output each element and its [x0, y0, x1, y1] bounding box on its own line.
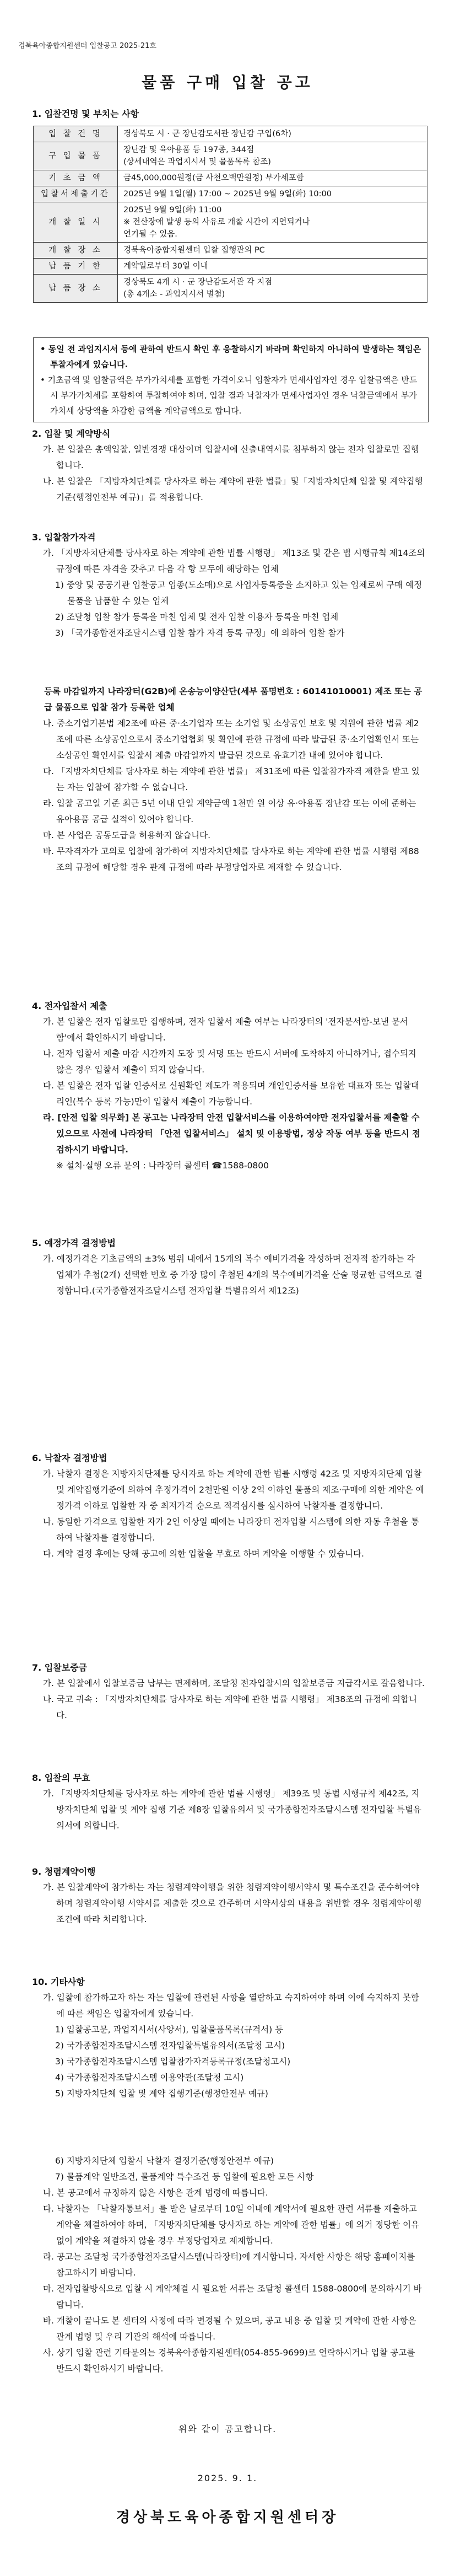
sub-item: 4) 국가종합전자조달시스템 이용약관(조달청 고시) [55, 2073, 244, 2083]
list-item: 다. 낙찰자는 「낙찰자통보서」를 받은 날로부터 10일 이내에 계약서에 필요한 관련 서류를 제출하고 계약을 체결하여야 하며, 「지방자치단체를 당사자로 하는 계약에 관한 법률」에 의거 정당한 이유 없이 계약을 체결하지 않을 경우 부정당업자로 제재합니다. [43, 2204, 420, 2246]
notice-item: • 동일 전 과업지시서 등에 관하여 반드시 확인 후 응찰하시기 바라며 확인하지 아니하여 발생하는 책임은 투찰자에게 있습니다. [40, 344, 421, 369]
list-item: 사. 상기 입찰 관련 기타문의는 경북육아종합지원센터(054-855-9699)로 연락하시거나 입찰 공고를 반드시 확인하시기 바랍니다. [43, 2348, 415, 2374]
row-label: 기 초 금 액 [34, 170, 118, 186]
list-item: 가. 본 입찰은 총액입찰, 일반경쟁 대상이며 입찰서에 산출내역서를 첨부하지 않는 전자 입찰로만 집행합니다. [43, 444, 419, 470]
table-row [34, 126, 427, 142]
section-title: 10. 기타사항 [32, 1977, 85, 1987]
list-item: 나. 본 공고에서 규정하지 않은 사항은 관계 법령에 따릅니다. [43, 2188, 268, 2198]
list-item: 가. 「지방자치단체를 당사자로 하는 계약에 관한 법률 시행령」 제39조 및 동법 시행규칙 제42조, 지방자치단체 입찰 및 계약 집행 기준 제8장 입찰유의서 및 국가종합전자조달시스템 전자입찰 특별유의서에 의합니다. [43, 1789, 421, 1831]
section-8 [32, 1770, 426, 1834]
table-row [34, 142, 427, 170]
sub-item: 2) 국가종합전자조달시스템 전자입찰특별유의서(조달청 고시) [55, 2041, 285, 2051]
table-row [34, 202, 427, 243]
bid-info-table [33, 126, 427, 303]
sub-item: 7) 물품계약 일반조건, 물품계약 특수조건 등 입찰에 필요한 모든 사항 [55, 2172, 314, 2182]
list-item: 나. 동일한 가격으로 입찰한 자가 2인 이상일 때에는 나라장터 전자입찰 시스템에 의한 자동 추첨을 통하여 낙찰자를 결정합니다. [43, 1517, 419, 1543]
list-item: 등록 마감일까지 나라장터(G2B)에 온송능이양산단(세부 품명번호 : 60141010001) 제조 또는 공급 물품으로 입찰 참가 등록한 업체 [44, 686, 422, 712]
list-item: 바. 개찰이 끝나도 본 센터의 사정에 따라 변경될 수 있으며, 공고 내용 중 입찰 및 계약에 관한 사항은 관계 법령 및 우리 기관의 해석에 따릅니다. [43, 2316, 416, 2342]
section-title: 4. 전자입찰서 제출 [32, 1001, 107, 1011]
section-title: 9. 청렴계약이행 [32, 1866, 96, 1877]
table-row [34, 243, 427, 259]
table-row [34, 170, 427, 186]
row-label: 구 입 물 품 [34, 142, 118, 170]
row-value: 경북육아종합지원센터 입찰 집행관의 PC [118, 243, 427, 259]
closing-statement: 위와 같이 공고합니다. [178, 2424, 277, 2434]
section-2 [32, 426, 426, 506]
list-item: 가. 낙찰자 결정은 지방자치단체를 당사자로 하는 계약에 관한 법률 시행령 42조 및 지방자치단체 입찰 및 계약집행기준에 의하여 추정가격이 2천만원 이상 2억 이하인 물품의 제조·구매에 의한 계약은 예정가격 이하로 입찰한 자 중 최저가격 순으로 적격심사를 실시하여 낙찰자를 결정합니다. [43, 1469, 424, 1511]
contact-line: ※ 설치·실행 오류 문의 : 나라장터 콜센터 ☎1588-0800 [56, 1161, 269, 1171]
row-label: 입찰서제출기간 [34, 186, 118, 202]
list-item: 라. 공고는 조달청 국가종합전자조달시스템(나라장터)에 게시합니다. 자세한 사항은 해당 홈페이지를 참고하시기 바랍니다. [43, 2252, 415, 2278]
list-item: 가. 예정가격은 기초금액의 ±3% 범위 내에서 15개의 복수 예비가격을 작성하며 전자적 참가하는 각 업체가 추첨(2개) 선택한 번호 중 가장 많이 추첨된 4개의 복수예비가격을 산술 평균한 금액으로 결정합니다.(국가종합전자조달시스템 전자입찰 특별유의서 제12조) [43, 1254, 422, 1296]
row-value: 2025년 9월 9일(화) 11:00 ※ 전산장애 발생 등의 사유로 개찰 시간이 지연되거나 연기될 수 있음. [118, 202, 427, 243]
table-row [34, 186, 427, 202]
section-7 [32, 1660, 426, 1724]
section-5 [32, 1235, 426, 1299]
row-label: 납 품 장 소 [34, 275, 118, 303]
row-value: 계약일로부터 30일 이내 [118, 259, 427, 275]
section-9 [32, 1864, 426, 1928]
list-item: 나. 본 입찰은 「지방자치단체를 당사자로 하는 계약에 관한 법률」및「지방자치단체 입찰 및 계약집행기준(행정안전부 예규)」를 적용합니다. [43, 476, 423, 502]
table-row [34, 259, 427, 275]
sub-item: 1) 중앙 및 공공기관 입찰공고 업종(도소매)으로 사업자등록증을 소지하고 있는 업체로써 구매 예정 물품을 납품할 수 있는 업체 [55, 580, 422, 606]
row-value: 장난감 및 육아용품 등 197종, 344점 (상세내역은 과업지시서 및 물품목록 참조) [118, 142, 427, 170]
section-4 [32, 998, 426, 1174]
signature-date: 2025. 9. 1. [197, 2473, 258, 2483]
list-item: 라. 입찰 공고일 기준 최근 5년 이내 단일 계약금액 1천만 원 이상 유·아용품 장난감 또는 이에 준하는 유아용품 공급 실적이 있어야 합니다. [43, 798, 416, 824]
list-item: 마. 전자입찰방식으로 입찰 시 계약체결 시 필요한 서류는 조달청 콜센터 1588-0800에 문의하시기 바랍니다. [43, 2284, 422, 2310]
list-item: 가. 입찰에 참가하고자 하는 자는 입찰에 관련된 사항을 열람하고 숙지하여야 하며 이에 숙지하지 못함에 따른 책임은 입찰자에게 있습니다. [43, 1993, 419, 2019]
section-1 [32, 106, 426, 122]
table-row [34, 275, 427, 303]
list-item: 나. 전자 입찰서 제출 마감 시간까지 도장 및 서명 또는 반드시 서버에 도착하지 아니하거나, 접수되지 않은 경우 입찰서 제출이 되지 않습니다. [43, 1049, 416, 1075]
section-title: 3. 입찰참가자격 [32, 532, 96, 543]
sub-item: 3) 「국가종합전자조달시스템 입찰 참가 자격 등록 규정」에 의하여 입찰 참가 [55, 628, 345, 638]
list-item: 다. 「지방자치단체를 당사자로 하는 계약에 관한 법률」 제31조에 따른 입찰참가자격 제한을 받고 있는 자는 입찰에 참가할 수 없습니다. [43, 766, 420, 792]
list-item: 라. [안전 입찰 의무화] 본 공고는 나라장터 안전 입찰서비스를 이용하여야만 전자입찰서를 제출할 수 있으므로 사전에 나라장터 「안전 입찰서비스」 설치 및 이용방법, 정상 작동 여부 등을 반드시 점검하시기 바랍니다. [43, 1113, 421, 1155]
list-item: 가. 본 입찰계약에 참가하는 자는 청렴계약이행을 위한 청렴계약이행서약서 및 특수조건을 준수하여야 하며 청렴계약이행 서약서를 제출한 것으로 간주하며 서약서상의 내용을 위반할 경우 청렴계약이행 조건에 따라 처리합니다. [43, 1882, 422, 1924]
page-title: 물품 구매 입찰 공고 [142, 73, 313, 92]
list-item: 나. 국고 귀속 : 「지방자치단체를 당사자로 하는 계약에 관한 법률 시행령」 제38조의 규정에 의합니다. [43, 1694, 417, 1720]
list-item: 가. 본 입찰은 전자 입찰로만 집행하며, 전자 입찰서 제출 여부는 나라장터의 '전자문서함-보낸 문서함'에서 확인하시기 바랍니다. [43, 1017, 408, 1043]
section-title: 8. 입찰의 무효 [32, 1773, 90, 1783]
row-label: 개 찰 일 시 [34, 202, 118, 243]
sub-item: 2) 조달청 입찰 참가 등록을 마친 업체 및 전자 입찰 이용자 등록을 마친 업체 [55, 612, 339, 622]
section-3 [32, 529, 426, 641]
list-item: 가. 본 입찰에서 입찰보증금 납부는 면제하며, 조달청 전자입찰시의 입찰보증금 지급각서로 갈음합니다. [43, 1678, 425, 1688]
sub-item: 6) 지방자치단체 입찰시 낙찰자 결정기준(행정안전부 예규) [55, 2156, 274, 2166]
row-label: 입 찰 건 명 [34, 126, 118, 142]
notice-box [33, 337, 429, 422]
section-6 [32, 1450, 426, 1562]
list-item: 가. 「지방자치단체를 당사자로 하는 계약에 관한 법률 시행령」 제13조 및 같은 법 시행규칙 제14조의 규정에 따른 자격을 갖추고 다음 각 항 모두에 해당하는 업체 [43, 548, 425, 574]
section-title: 1. 입찰건명 및 부치는 사항 [32, 109, 139, 119]
section-10 [32, 1974, 426, 2102]
row-value: 금45,000,000원정(금 사천오백만원정) 부가세포함 [118, 170, 427, 186]
document-number: 경북육아종합지원센터 입찰공고 2025-21호 [18, 42, 156, 50]
sub-item: 3) 국가종합전자조달시스템 입찰참가자격등록규정(조달청고시) [55, 2057, 291, 2067]
section-10-continued [32, 2153, 426, 2377]
sub-item: 5) 지방자치단체 입찰 및 계약 집행기준(행정안전부 예규) [55, 2089, 268, 2099]
row-label: 납 품 기 한 [34, 259, 118, 275]
row-value: 경상북도 시 · 군 장난감도서관 장난감 구입(6차) [118, 126, 427, 142]
row-value: 경상북도 4개 시 · 군 장난감도서관 각 지점 (총 4개소 - 과업지시서 별첨) [118, 275, 427, 303]
section-title: 6. 낙찰자 결정방법 [32, 1453, 107, 1463]
row-value: 2025년 9월 1일(월) 17:00 ~ 2025년 9월 9일(화) 10:00 [118, 186, 427, 202]
list-item: 마. 본 사업은 공동도급을 허용하지 않습니다. [43, 830, 211, 840]
list-item: 나. 중소기업기본법 제2조에 따른 중·소기업자 또는 소기업 및 소상공인 보호 및 지원에 관한 법률 제2조에 따른 소상공인으로서 중소기업협회 및 확인에 관한 규정에 따라 발급된 중·소기업확인서 또는 소상공인 확인서를 입찰서 제출 마감일까지 발급된 것으로 유효기간 내에 있어야 합니다. [43, 718, 419, 760]
section-title: 7. 입찰보증금 [32, 1662, 88, 1673]
section-title: 5. 예정가격 결정방법 [32, 1238, 116, 1248]
sub-item: 1) 입찰공고문, 과업지시서(사양서), 입찰물품목록(규격서) 등 [55, 2025, 284, 2035]
list-item: 다. 본 입찰은 전자 입찰 인증서로 신원확인 제도가 적용되며 개인인증서를 보유한 대표자 또는 입찰대리인(복수 등록 가능)만이 입찰서 제출이 가능합니다. [43, 1081, 419, 1107]
list-item: 바. 무자격자가 고의로 입찰에 참가하여 지방자치단체를 당사자로 하는 계약에 관한 법률 시행령 제88조의 규정에 해당할 경우 관계 규정에 따라 부정당업자로 제재할 수 있습니다. [43, 846, 419, 872]
section-title: 2. 입찰 및 계약방식 [32, 428, 111, 439]
notice-item: • 기초금액 및 입찰금액은 부가가치세를 포함한 가격이오니 입찰자가 면세사업자인 경우 입찰금액은 반드시 부가가치세를 포함하여 투찰하여야 하며, 입찰 결과 낙찰자가 면세사업자인 경우 낙찰금액에서 부가가치세 상당액을 차감한 금액을 계약금액으로 합니다. [40, 375, 418, 416]
section-3-continued [32, 684, 426, 876]
list-item: 다. 계약 결정 후에는 당해 공고에 의한 입찰을 무효로 하며 계약을 이행할 수 있습니다. [43, 1549, 364, 1559]
row-label: 개 찰 장 소 [34, 243, 118, 259]
signature-organization: 경상북도육아종합지원센터장 [116, 2509, 339, 2526]
